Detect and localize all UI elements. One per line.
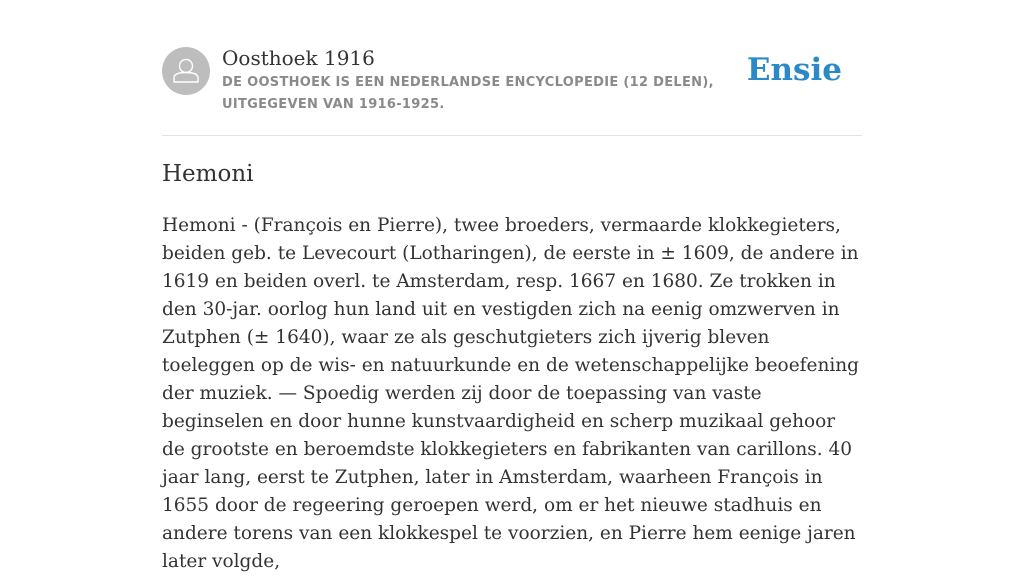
source-description: DE OOSTHOEK IS EEN NEDERLANDSE ENCYCLOPEDIE (12 DELEN), UITGEGEVEN VAN 1916-1925. <box>222 75 714 112</box>
avatar[interactable] <box>162 47 210 95</box>
article-page <box>162 0 862 572</box>
brand-logo[interactable]: Ensie <box>746 52 842 88</box>
article-body: Hemoni - (François en Pierre), twee broeders, vermaarde klokkegieters, beiden geb. te Levecourt (Lotharingen), de eerste in ± 1609, de andere in 1619 en beiden overl. te Amsterdam, resp. 1667 en 1680. Ze trokken in den 30-jar. oorlog hun land uit en vestigden zich na eenig omzwerven in Zutphen (± 1640), waar ze als geschutgieters zich ijverig bleven toeleggen op de wis- en natuurkunde en de wetenschappelijke beoefening der muziek. — Spoedig werden zij door de toepassing van vaste beginselen en door hunne kunstvaardigheid en scherp muzikaal gehoor de grootste en beroemdste klokkegieters en fabrikanten van carillons. 40 jaar lang, eerst te Zutphen, later in Amsterdam, waarheen François in 1655 door de regeering geroepen werd, om er het nieuwe stadhuis en andere torens van een klokkespel te voorzien, en Pierre hem eenige jaren later volgde, <box>162 215 860 572</box>
source-name[interactable]: Oosthoek 1916 <box>222 46 375 70</box>
user-icon <box>162 47 210 95</box>
page-title: Hemoni <box>162 161 254 187</box>
source-header <box>162 0 862 136</box>
